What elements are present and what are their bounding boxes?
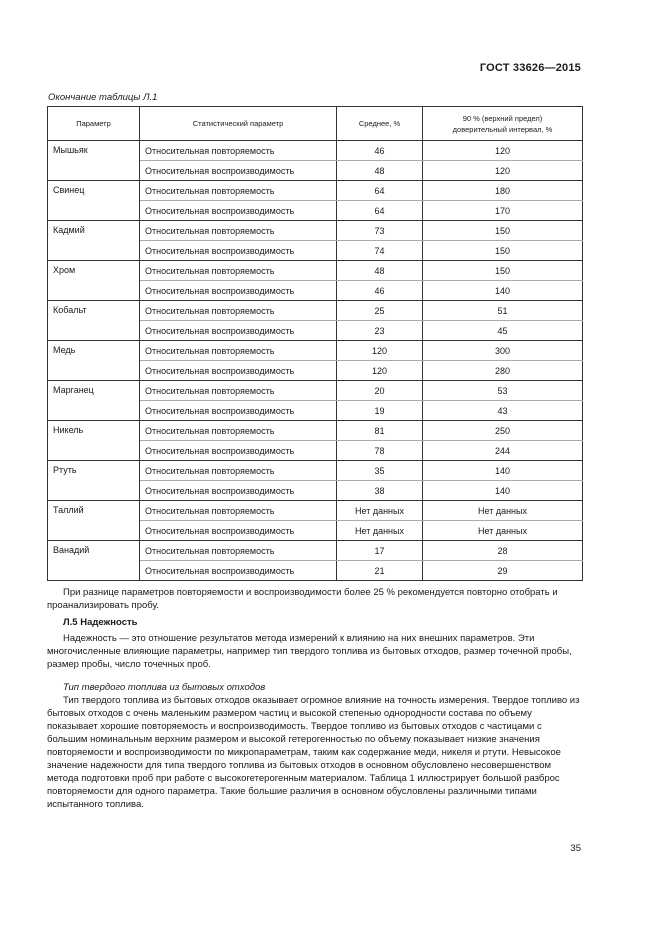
parameter-name: Ванадий xyxy=(48,541,140,581)
parameter-name: Кадмий xyxy=(48,221,140,261)
mean-cell: 48 xyxy=(337,161,423,181)
mean-cell: 17 xyxy=(337,541,423,561)
limit-cell: 43 xyxy=(423,401,583,421)
table-row xyxy=(48,341,583,361)
column-header-confidence-line1: 90 % (верхний предел) xyxy=(462,113,543,123)
mean-cell: Нет данных xyxy=(337,501,423,521)
mean-cell: 120 xyxy=(337,361,423,381)
statistic-cell: Относительная воспроизводимость xyxy=(140,361,337,381)
limit-cell: 150 xyxy=(423,221,583,241)
statistic-cell: Относительная повторяемость xyxy=(140,141,337,161)
parameter-name: Хром xyxy=(48,261,140,301)
limit-cell: 120 xyxy=(423,141,583,161)
mean-cell: 38 xyxy=(337,481,423,501)
mean-cell: 19 xyxy=(337,401,423,421)
table-row xyxy=(48,261,583,281)
limit-cell: 29 xyxy=(423,561,583,581)
parameter-name: Кобальт xyxy=(48,301,140,341)
limit-cell: 244 xyxy=(423,441,583,461)
mean-cell: 21 xyxy=(337,561,423,581)
fuel-type-paragraph xyxy=(47,694,583,811)
limit-cell: 28 xyxy=(423,541,583,561)
limit-cell: 140 xyxy=(423,481,583,501)
table-caption: Окончание таблицы Л.1 xyxy=(48,92,158,103)
limit-cell: 250 xyxy=(423,421,583,441)
mean-cell: 120 xyxy=(337,341,423,361)
statistic-cell: Относительная повторяемость xyxy=(140,541,337,561)
table-row xyxy=(48,421,583,441)
mean-cell: 35 xyxy=(337,461,423,481)
table-row xyxy=(48,301,583,321)
mean-cell: 64 xyxy=(337,201,423,221)
statistic-cell: Относительная воспроизводимость xyxy=(140,521,337,541)
table-row xyxy=(48,541,583,561)
mean-cell: 23 xyxy=(337,321,423,341)
limit-cell: 51 xyxy=(423,301,583,321)
parameter-name: Ртуть xyxy=(48,461,140,501)
limit-cell: 120 xyxy=(423,161,583,181)
limit-cell: 53 xyxy=(423,381,583,401)
mean-cell: 64 xyxy=(337,181,423,201)
mean-cell: 46 xyxy=(337,141,423,161)
mean-cell: 81 xyxy=(337,421,423,441)
mean-cell: 78 xyxy=(337,441,423,461)
table-row xyxy=(48,381,583,401)
mean-cell: 25 xyxy=(337,301,423,321)
column-header-mean: Среднее, % xyxy=(337,107,423,141)
parameter-name: Марганец xyxy=(48,381,140,421)
statistic-cell: Относительная воспроизводимость xyxy=(140,201,337,221)
limit-cell: 280 xyxy=(423,361,583,381)
page-number: 35 xyxy=(570,843,581,854)
mean-cell: 46 xyxy=(337,281,423,301)
column-header-confidence xyxy=(423,107,583,141)
statistic-cell: Относительная воспроизводимость xyxy=(140,561,337,581)
table-row xyxy=(48,221,583,241)
parameter-name: Мышьяк xyxy=(48,141,140,181)
limit-cell: 170 xyxy=(423,201,583,221)
table-row xyxy=(48,461,583,481)
statistic-cell: Относительная повторяемость xyxy=(140,381,337,401)
statistic-cell: Относительная воспроизводимость xyxy=(140,321,337,341)
table-row xyxy=(48,181,583,201)
parameter-name: Свинец xyxy=(48,181,140,221)
statistic-cell: Относительная повторяемость xyxy=(140,221,337,241)
table-note xyxy=(47,586,583,612)
reliability-paragraph xyxy=(47,632,583,671)
statistic-cell: Относительная повторяемость xyxy=(140,461,337,481)
statistic-cell: Относительная повторяемость xyxy=(140,181,337,201)
limit-cell: 150 xyxy=(423,241,583,261)
limit-cell: Нет данных xyxy=(423,501,583,521)
parameter-name: Таллий xyxy=(48,501,140,541)
results-table xyxy=(47,106,583,581)
mean-cell: Нет данных xyxy=(337,521,423,541)
statistic-cell: Относительная воспроизводимость xyxy=(140,241,337,261)
statistic-cell: Относительная повторяемость xyxy=(140,501,337,521)
statistic-cell: Относительная повторяемость xyxy=(140,421,337,441)
limit-cell: 180 xyxy=(423,181,583,201)
limit-cell: 140 xyxy=(423,281,583,301)
statistic-cell: Относительная воспроизводимость xyxy=(140,281,337,301)
mean-cell: 74 xyxy=(337,241,423,261)
statistic-cell: Относительная повторяемость xyxy=(140,261,337,281)
column-header-parameter: Параметр xyxy=(48,107,140,141)
limit-cell: Нет данных xyxy=(423,521,583,541)
limit-cell: 300 xyxy=(423,341,583,361)
column-header-confidence-line2: доверительный интервал, % xyxy=(452,124,553,134)
statistic-cell: Относительная воспроизводимость xyxy=(140,401,337,421)
statistic-cell: Относительная повторяемость xyxy=(140,341,337,361)
limit-cell: 140 xyxy=(423,461,583,481)
parameter-name: Медь xyxy=(48,341,140,381)
section-heading: Л.5 Надежность xyxy=(63,617,138,628)
mean-cell: 73 xyxy=(337,221,423,241)
fuel-type-text: Тип твердого топлива из бытовых отходов оказывает огромное влияние на точность измерения. Твердое топливо из бытовых отходов с очень маленьким размером частиц и высокой степенью однородности состава по объему показывает хорошие повторяемость и воспроизводимость. Твердое топливо из бытовых отходов с частицами с большим номинальным верхним размером и высокой гетерогенностью по объему показывает низкие значения повторяемости и воспроизводимости по микропараметрам, таким как содержание меди, никеля и ртути. Невысокое значение надежности для типа твердого топлива из бытовых отходов в основном обусловлено несовершенством метода подготовки проб при работе с высокогетерогенным материалом. Таблица 1 иллюстрирует большой разброс повторяемости для одного параметра. Такие большие различия в основном обусловлены различными типами испытанного топлива. xyxy=(47,695,580,810)
table-row xyxy=(48,141,583,161)
statistic-cell: Относительная повторяемость xyxy=(140,301,337,321)
table-row xyxy=(48,501,583,521)
limit-cell: 45 xyxy=(423,321,583,341)
statistic-cell: Относительная воспроизводимость xyxy=(140,481,337,501)
statistic-cell: Относительная воспроизводимость xyxy=(140,441,337,461)
parameter-name: Никель xyxy=(48,421,140,461)
mean-cell: 48 xyxy=(337,261,423,281)
note-paragraph: При разнице параметров повторяемости и воспроизводимости более 25 % рекомендуется повторно отобрать и проанализировать пробу. xyxy=(47,587,558,611)
limit-cell: 150 xyxy=(423,261,583,281)
standard-number: ГОСТ 33626—2015 xyxy=(479,62,581,74)
subsection-heading: Тип твердого топлива из бытовых отходов xyxy=(63,682,266,693)
reliability-text: Надежность — это отношение результатов метода измерений к влиянию на них внешних параметров. Эти многочисленные влияющие параметры, например тип твердого топлива из бытовых отходов, размер точечной пробы, размер пробы, число точечных проб. xyxy=(47,633,572,670)
mean-cell: 20 xyxy=(337,381,423,401)
statistic-cell: Относительная воспроизводимость xyxy=(140,161,337,181)
column-header-statistic: Статистический параметр xyxy=(140,107,337,141)
table-header-row xyxy=(48,107,583,141)
